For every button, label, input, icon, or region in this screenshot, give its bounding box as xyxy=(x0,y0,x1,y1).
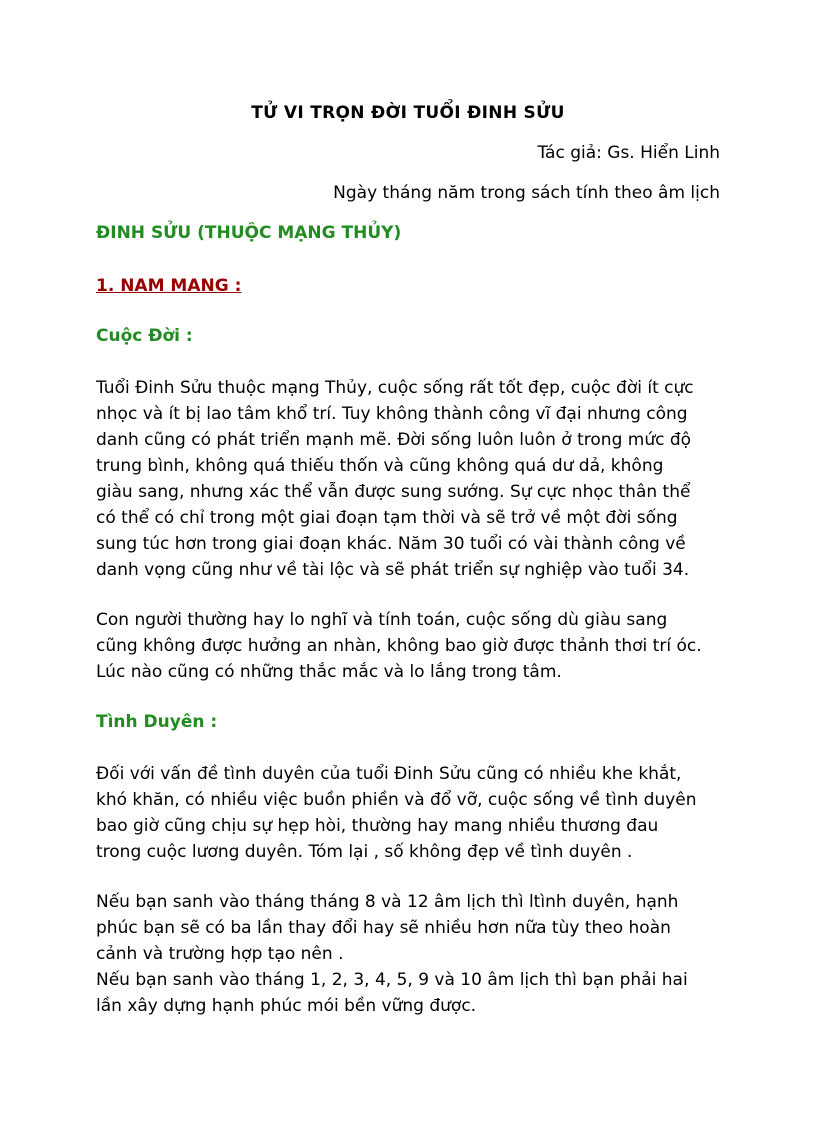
text-line: giàu sang, nhưng xác thể vẫn được sung sướng. Sự cực nhọc thân thể xyxy=(96,482,691,502)
heading-tinh-duyen: Tình Duyên : xyxy=(96,712,218,732)
text-line: bao giờ cũng chịu sự hẹp hòi, thường hay mang nhiều thương đau xyxy=(96,816,659,836)
text-line: Nếu bạn sanh vào tháng tháng 8 và 12 âm lịch thì ltình duyên, hạnh xyxy=(96,892,679,912)
text-line: lần xây dựng hạnh phúc mói bền vững được. xyxy=(96,996,477,1016)
heading-cuoc-doi: Cuộc Đời : xyxy=(96,326,193,346)
text-line: danh vọng cũng như về tài lộc và sẽ phát triển sự nghiệp vào tuổi 34. xyxy=(96,560,690,580)
text-line: Đối với vấn đề tình duyên của tuổi Đinh Sửu cũng có nhiều khe khắt, xyxy=(96,764,682,784)
paragraph-cuoc-doi-2 xyxy=(96,607,720,685)
paragraph-tinh-duyen-1 xyxy=(96,761,720,865)
section-heading: 1. NAM MANG : xyxy=(96,276,242,296)
paragraph-tinh-duyen-2 xyxy=(96,889,720,1019)
text-line: cũng không được hưởng an nhàn, không bao giờ được thảnh thơi trí óc. xyxy=(96,636,702,656)
paragraph-cuoc-doi-1 xyxy=(96,375,720,583)
text-line: phúc bạn sẽ có ba lần thay đổi hay sẽ nhiều hơn nữa tùy theo hoàn xyxy=(96,918,671,938)
author-line: Tác giả: Gs. Hiển Linh xyxy=(537,143,720,163)
text-line: trung bình, không quá thiếu thốn và cũng không quá dư dả, không xyxy=(96,456,664,476)
document-subtitle: ĐINH SỬU (THUỘC MẠNG THỦY) xyxy=(96,223,402,243)
text-line: sung túc hơn trong giai đoạn khác. Năm 30 tuổi có vài thành công về xyxy=(96,534,686,554)
document-title: TỬ VI TRỌN ĐỜI TUỔI ĐINH SỬU xyxy=(251,103,565,123)
text-line: có thể có chỉ trong một giai đoạn tạm thời và sẽ trở về một đời sống xyxy=(96,508,678,528)
text-line: Con người thường hay lo nghĩ và tính toán, cuộc sống dù giàu sang xyxy=(96,610,668,630)
text-line: khó khăn, có nhiều việc buồn phiền và đổ vỡ, cuộc sống về tình duyên xyxy=(96,790,697,810)
text-line: Nếu bạn sanh vào tháng 1, 2, 3, 4, 5, 9 và 10 âm lịch thì bạn phải hai xyxy=(96,970,688,990)
text-line: danh cũng có phát triển mạnh mẽ. Đời sống luôn luôn ở trong mức độ xyxy=(96,430,692,450)
text-line: Tuổi Đinh Sửu thuộc mạng Thủy, cuộc sống rất tốt đẹp, cuộc đời ít cực xyxy=(96,378,694,398)
text-line: trong cuộc lương duyên. Tóm lại , số không đẹp về tình duyên . xyxy=(96,842,633,862)
text-line: cảnh và trường hợp tạo nên . xyxy=(96,944,344,964)
calendar-note: Ngày tháng năm trong sách tính theo âm lịch xyxy=(333,183,720,203)
text-line: nhọc và ít bị lao tâm khổ trí. Tuy không thành công vĩ đại nhưng công xyxy=(96,404,688,424)
text-line: Lúc nào cũng có những thắc mắc và lo lắng trong tâm. xyxy=(96,662,562,682)
